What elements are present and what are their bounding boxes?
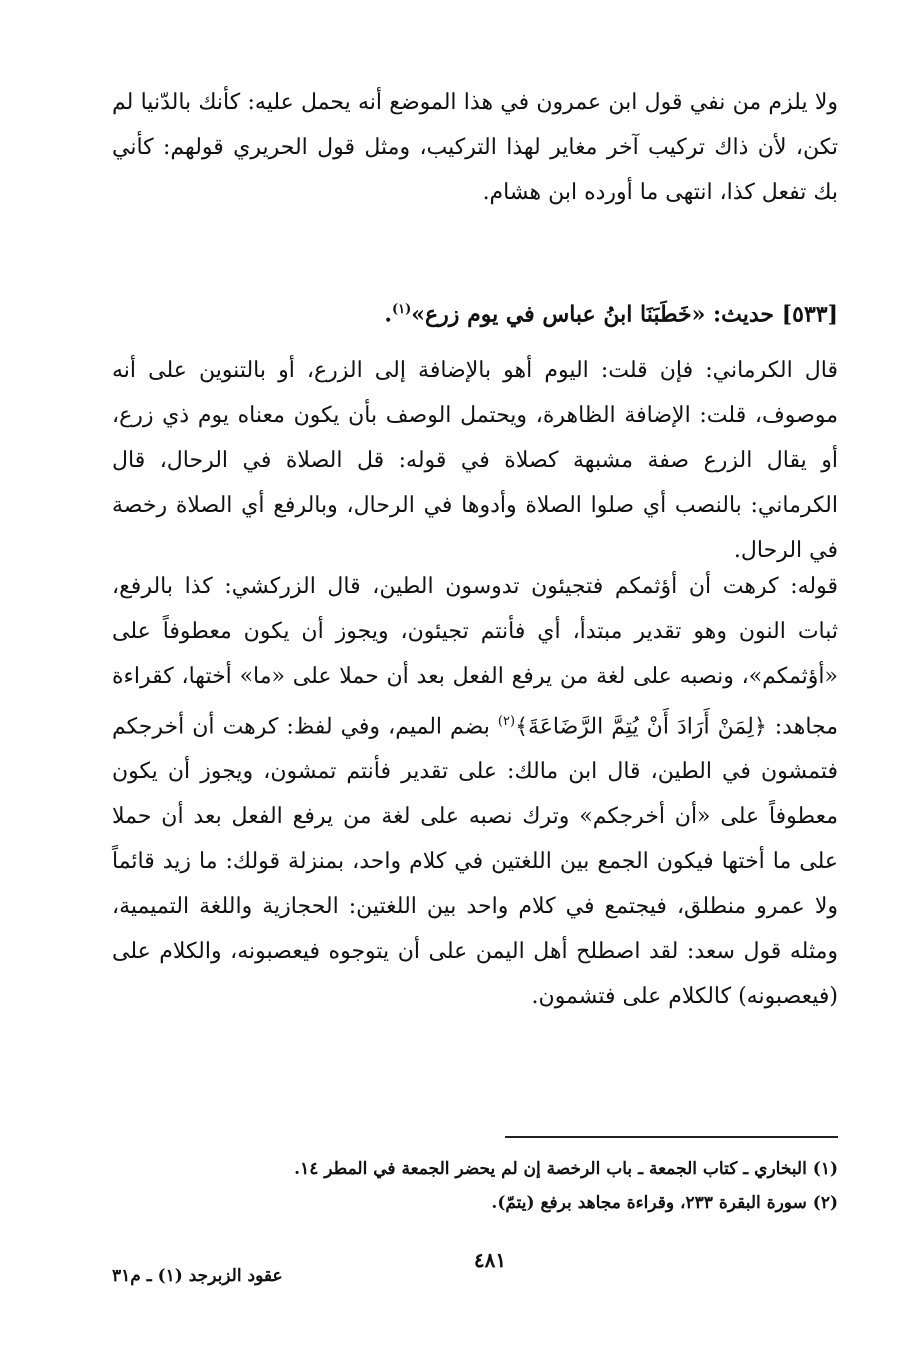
hadith-heading: [٥٣٣] حديث: «خَطَبَنَا ابنُ عباس في يوم زرع»$^{(١)}$.: [384, 301, 838, 328]
paragraph-text: ولا يلزم من نفي قول ابن عمرون في هذا الموضع أنه يحمل عليه: كأنك بالدّنيا لم تكن، لأن ذاك تركيب آخر مغاير لهذا التركيب، ومثل قول الحريري قولهم: كأني بك تفعل كذا، انتهى ما أورده ابن هشام.: [112, 90, 838, 205]
running-footer-title: عقود الزبرجد (١) ـ م٣١: [112, 1266, 283, 1286]
paragraph-text-continued: بضم الميم، وفي لفظ: كرهت أن أخرجكم فتمشون في الطين، قال ابن مالك: على تقدير فأنتم تمشون، ويجوز أن يكون معطوفاً على «أن أخرجكم» وترك نصبه على لغة من يرفع الفعل بعد أن حملا على ما أختها فيكون الجمع بين اللغتين في كلام واحد، بمنزلة قولك: ما زيد قائماً ولا عمرو منطلق، فيجتمع في كلام واحد بين اللغتين: الحجازية واللغة التميمية، ومثله قول سعد: لقد اصطلح أهل اليمن على أن يتوجوه فيعصبونه، والكلام على (فيعصبونه) كالكلام على فتشمون.: [112, 714, 838, 1010]
footnote-ref-2[interactable]: (٢): [497, 714, 516, 729]
page-number: ٤٨١: [473, 1248, 507, 1272]
footnotes: [200, 1152, 838, 1220]
body-paragraph-1: [112, 80, 838, 215]
footnote-1: (١) البخاري ـ كتاب الجمعة ـ باب الرخصة إن لم يحضر الجمعة في المطر ١٤.: [294, 1159, 838, 1179]
body-paragraph-2: [112, 348, 838, 573]
footnote-ref-1[interactable]: (١): [392, 302, 412, 317]
footnote-2: (٢) سورة البقرة ٢٣٣، وقراءة مجاهد برفع (يتمّ).: [491, 1193, 838, 1213]
hadith-number: [٥٣٣]: [781, 301, 838, 328]
body-paragraph-3: [112, 564, 838, 1019]
footnote-divider: [505, 1136, 838, 1138]
paragraph-text: قال الكرماني: فإن قلت: اليوم أهو بالإضافة إلى الزرع، أو بالتنوين على أنه موصوف، قلت: الإضافة الظاهرة، ويحتمل الوصف بأن يكون معناه يوم ذي زرع، أو يقال الزرع صفة مشبهة كصلاة في قوله: قل الصلاة في الرحال، قال الكرماني: بالنصب أي صلوا الصلاة وأدوها في الرحال، وبالرفع أي الصلاة رخصة في الرحال.: [112, 358, 838, 563]
hadith-text: حديث: «خَطَبَنَا ابنُ عباس في يوم زرع»: [411, 301, 775, 328]
paragraph-text: قوله: كرهت أن أؤثمكم فتجيئون تدوسون الطين، قال الزركشي: كذا بالرفع، ثبات النون وهو تقدير مبتدأ، أي فأنتم تجيئون، ويجوز أن يكون معطوفاً على «أؤثمكم»، ونصبه على لغة من يرفع الفعل بعد أن حملا على «ما» أختها، كقراءة مجاهد: ﴿لِمَنْ أَرَادَ أَنْ يُتِمَّ الرَّضَاعَةَ﴾: [112, 574, 839, 740]
